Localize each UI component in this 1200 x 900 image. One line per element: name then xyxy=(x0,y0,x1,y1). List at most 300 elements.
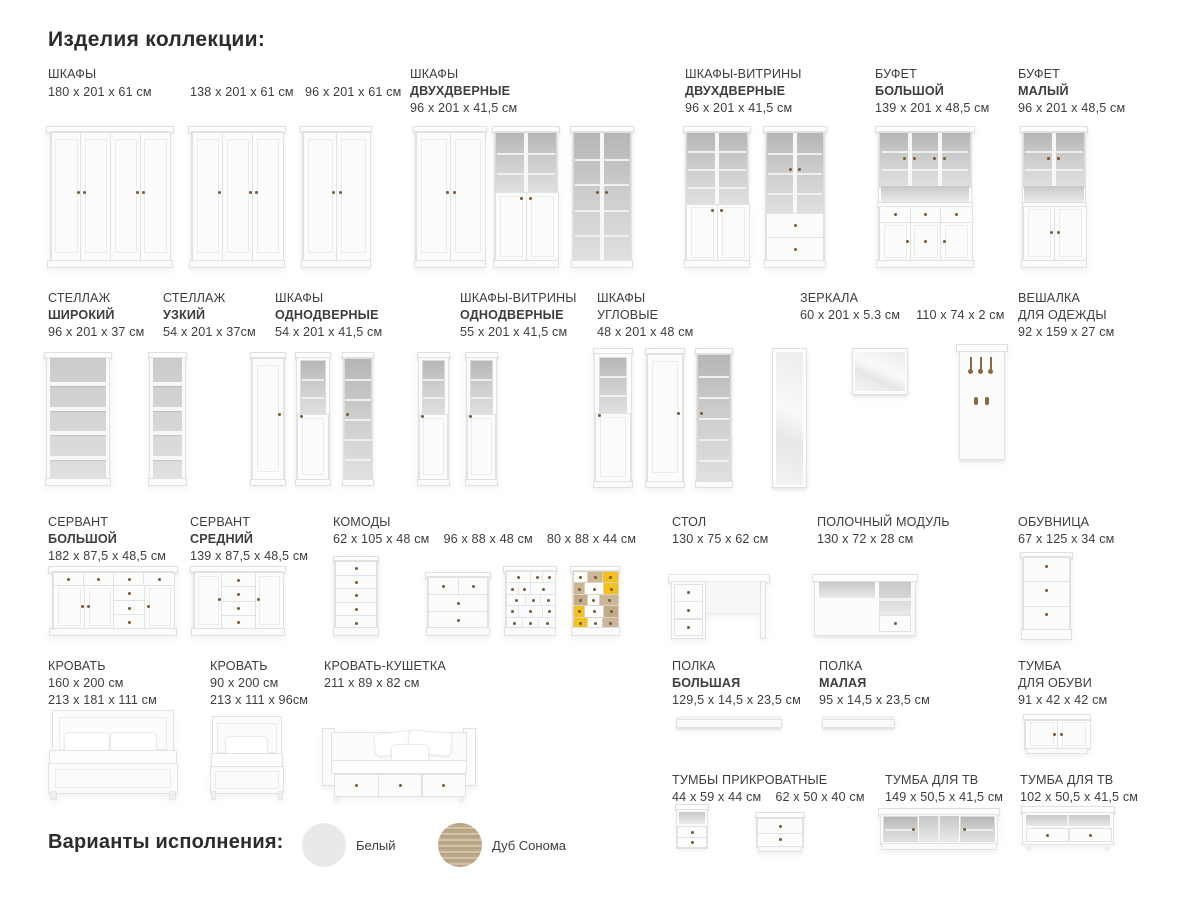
shelf-line xyxy=(423,379,443,381)
knob xyxy=(515,599,518,602)
knob xyxy=(529,622,532,625)
glass-door xyxy=(686,132,748,206)
dresser-multi-drawer-image xyxy=(503,566,557,636)
door-panel xyxy=(691,207,715,257)
body xyxy=(572,131,632,263)
knob xyxy=(520,197,523,200)
door-panel xyxy=(198,576,219,625)
group-dim: 96 x 201 x 41,5 см xyxy=(410,101,518,115)
knob xyxy=(142,191,145,194)
pedestal xyxy=(671,581,706,639)
wardrobe-138-image xyxy=(188,126,286,268)
mullion xyxy=(715,133,719,205)
shelf-line xyxy=(345,399,370,401)
group-name: СТОЛ xyxy=(672,515,707,529)
knob xyxy=(237,579,240,582)
label-tv-small xyxy=(1020,772,1138,806)
label-wardrobes-dim2: 138 x 201 x 61 см xyxy=(190,85,294,99)
label-vitrines-1door xyxy=(460,290,577,341)
knob xyxy=(457,619,460,622)
door xyxy=(910,222,943,261)
door-panel xyxy=(341,139,366,253)
knob xyxy=(529,610,532,613)
label-shelf-module xyxy=(817,514,950,548)
knob xyxy=(609,622,612,625)
knob xyxy=(592,599,595,602)
door-panel xyxy=(115,139,137,253)
door xyxy=(194,572,223,629)
door-panel xyxy=(945,225,968,258)
knob xyxy=(1045,589,1048,592)
knob xyxy=(542,588,545,591)
body xyxy=(685,131,749,263)
knob xyxy=(147,605,150,608)
body xyxy=(50,131,170,263)
drawer xyxy=(674,601,703,619)
shoe-cabinet-image xyxy=(1020,552,1073,640)
knob xyxy=(943,157,946,160)
knob xyxy=(593,588,596,591)
shelf-line xyxy=(345,459,370,461)
shelf-front xyxy=(676,719,782,728)
door xyxy=(303,132,338,262)
shelf-line xyxy=(345,419,370,421)
knob xyxy=(511,610,514,613)
body xyxy=(646,353,684,483)
door xyxy=(110,132,142,262)
desk-image xyxy=(668,574,770,640)
group-dim: 182 x 87,5 x 48,5 см xyxy=(48,549,167,563)
bed-single-image xyxy=(210,716,284,800)
knob xyxy=(687,626,690,629)
bed-double-image xyxy=(48,710,178,800)
group-dim: 96 x 201 x 37 см xyxy=(48,325,145,339)
label-buffet-small xyxy=(1018,66,1125,117)
plinth xyxy=(148,478,186,486)
knob xyxy=(472,585,475,588)
label-tv-big xyxy=(885,772,1003,806)
shelf xyxy=(47,456,109,460)
door-panel xyxy=(722,207,746,257)
side-panel xyxy=(106,358,109,480)
knob xyxy=(548,576,551,579)
body xyxy=(191,131,283,263)
group-dim: 92 x 159 x 27 см xyxy=(1018,325,1115,339)
two-door-wardrobe-image xyxy=(413,126,487,268)
shelf-line xyxy=(699,460,730,462)
coat-rack-image xyxy=(956,344,1008,460)
vitrine-one-door-image-2 xyxy=(465,352,498,486)
knob xyxy=(596,191,599,194)
opening xyxy=(819,582,875,598)
shelf xyxy=(47,431,109,435)
body xyxy=(427,576,489,630)
group-dim: 95 x 14,5 x 23,5 см xyxy=(819,693,930,707)
knob xyxy=(355,594,358,597)
shelf-line xyxy=(302,397,325,399)
knob xyxy=(1050,231,1053,234)
knob xyxy=(255,191,258,194)
mattress xyxy=(331,760,467,775)
group-name: СЕРВАНТ xyxy=(190,515,251,529)
shelf-front xyxy=(822,719,895,728)
plinth xyxy=(695,481,732,488)
tv-stand-big-image xyxy=(880,808,998,850)
door xyxy=(647,354,683,482)
group-dim: 149 x 50,5 x 41,5 см xyxy=(885,790,1004,804)
group-name: КОМОДЫ xyxy=(333,515,391,529)
knob xyxy=(608,599,611,602)
shelf-line xyxy=(962,829,993,831)
door-panel xyxy=(423,418,444,475)
knob xyxy=(578,610,581,613)
door xyxy=(1054,206,1087,261)
door xyxy=(450,132,486,262)
shelf xyxy=(879,598,911,601)
group-name: ВЕШАЛКА xyxy=(1018,291,1081,305)
door-panel xyxy=(455,139,481,253)
group-dim: 96 x 201 x 41,5 см xyxy=(685,101,793,115)
mullion xyxy=(908,133,912,187)
knob xyxy=(278,413,281,416)
leg xyxy=(169,791,176,800)
door-panel xyxy=(531,196,555,257)
label-vitrines-2door xyxy=(685,66,802,117)
group-name: КРОВАТЬ xyxy=(210,659,268,673)
one-door-wardrobe-image xyxy=(250,352,286,486)
knob xyxy=(1047,157,1050,160)
group-dim: 139 x 87,5 x 48,5 см xyxy=(190,549,309,563)
variants-title: Варианты исполнения: xyxy=(48,831,284,853)
glass-door xyxy=(1023,132,1085,188)
glass-door xyxy=(495,132,557,194)
rack-panel xyxy=(959,349,1006,460)
knob xyxy=(677,412,680,415)
group-name: СЕРВАНТ xyxy=(48,515,109,529)
dresser-5-drawer-image xyxy=(333,556,379,636)
door-panel xyxy=(257,139,280,253)
wardrobe-96-image xyxy=(300,126,372,268)
two-door-wardrobe-glass-image xyxy=(570,126,634,268)
mirror-wide-image xyxy=(852,348,908,395)
door xyxy=(252,132,284,262)
body xyxy=(696,353,732,483)
label-buffet-big xyxy=(875,66,989,117)
group-variant: ДЛЯ ОДЕЖДЫ xyxy=(1018,308,1107,322)
label-sideboard-big xyxy=(48,514,166,565)
plinth xyxy=(1021,629,1073,640)
knob xyxy=(579,576,582,579)
group-variant: ДВУХДВЕРНЫЕ xyxy=(410,84,511,98)
drawer xyxy=(378,774,422,797)
knob xyxy=(943,240,946,243)
rack-shelf xyxy=(956,344,1008,352)
label-shoe-stand xyxy=(1018,658,1107,709)
body xyxy=(494,131,558,263)
door-panel xyxy=(257,365,280,472)
label-shelf-small xyxy=(819,658,930,709)
knob xyxy=(128,592,131,595)
shelf-line xyxy=(423,397,443,399)
group-dim: 62 x 50 x 40 см xyxy=(775,790,865,804)
plinth xyxy=(191,628,285,636)
knob xyxy=(355,581,358,584)
door-panel xyxy=(652,361,678,473)
group-variant: ОДНОДВЕРНЫЕ xyxy=(275,308,379,322)
knob xyxy=(511,588,514,591)
corner-wardrobe-glass-image xyxy=(695,348,733,488)
group-name: ШКАФЫ xyxy=(410,67,459,81)
side-panel xyxy=(182,358,185,480)
door xyxy=(80,132,112,262)
knob xyxy=(529,197,532,200)
rack-wide-image xyxy=(44,352,112,486)
corner-wardrobe-glass-top-image xyxy=(593,348,633,488)
group-variant: БОЛЬШАЯ xyxy=(672,676,741,690)
knob xyxy=(578,588,581,591)
plinth xyxy=(758,846,802,852)
mirror-glass xyxy=(776,352,803,485)
door-panel xyxy=(89,588,111,625)
knob xyxy=(720,209,723,212)
footboard xyxy=(210,766,284,795)
group-name: ШКАФЫ xyxy=(597,291,646,305)
group-dim: 160 x 200 см xyxy=(48,676,124,690)
knob xyxy=(128,621,131,624)
knob xyxy=(963,828,966,831)
group-dim: 96 x 88 x 48 см xyxy=(443,532,533,546)
label-dressers xyxy=(333,514,636,548)
door-panel xyxy=(259,576,280,625)
back-panel xyxy=(704,581,763,615)
group-name: ШКАФЫ-ВИТРИНЫ xyxy=(460,291,577,305)
plinth xyxy=(426,627,491,636)
knob xyxy=(128,607,131,610)
door xyxy=(1057,720,1091,749)
drawer xyxy=(766,237,824,262)
plinth xyxy=(465,479,497,486)
group-dim: 91 x 42 x 42 см xyxy=(1018,693,1108,707)
tv-stand-small-image xyxy=(1022,806,1114,850)
body xyxy=(415,131,485,263)
body xyxy=(46,357,110,481)
door xyxy=(717,204,750,263)
door-panel xyxy=(55,139,77,253)
knob xyxy=(906,240,909,243)
body xyxy=(251,357,285,481)
knob xyxy=(453,191,456,194)
shelf-line xyxy=(699,439,730,441)
label-wardrobes-name: ШКАФЫ xyxy=(48,67,97,81)
knob xyxy=(579,622,582,625)
knob xyxy=(237,607,240,610)
knob xyxy=(779,825,782,828)
knob xyxy=(87,605,90,608)
hook xyxy=(974,397,978,405)
door xyxy=(1023,206,1056,261)
shelf-line xyxy=(471,379,491,381)
door xyxy=(940,222,973,261)
buffet-big-image xyxy=(875,126,975,268)
mirror-glass xyxy=(855,352,905,392)
page-title: Изделия коллекции: xyxy=(48,28,266,51)
drawer xyxy=(422,774,466,797)
shelf xyxy=(150,407,185,411)
shelf xyxy=(150,431,185,435)
mirror-tall-image xyxy=(772,348,807,488)
shelf-line xyxy=(699,376,730,378)
door-panel xyxy=(600,417,626,477)
body xyxy=(296,357,330,481)
body xyxy=(302,131,370,263)
body xyxy=(466,357,497,481)
body xyxy=(149,357,186,481)
plinth xyxy=(593,481,632,488)
group-variant: ДВУХДВЕРНЫЕ xyxy=(685,84,786,98)
footboard-panel xyxy=(55,769,170,788)
knob xyxy=(399,784,402,787)
body xyxy=(756,817,804,848)
body xyxy=(572,570,619,629)
door xyxy=(53,585,86,629)
knob xyxy=(609,576,612,579)
label-wardrobes-corner xyxy=(597,290,693,341)
group-name: КРОВАТЬ-КУШЕТКА xyxy=(324,659,446,673)
drawer xyxy=(334,774,378,797)
mullion xyxy=(938,133,942,187)
body xyxy=(343,357,373,481)
plinth xyxy=(1021,260,1088,268)
footboard xyxy=(48,763,178,794)
body xyxy=(1024,719,1090,750)
door xyxy=(416,132,452,262)
knob xyxy=(332,191,335,194)
door-panel xyxy=(149,588,171,625)
sideboard-medium-image xyxy=(190,566,286,636)
body xyxy=(814,574,916,636)
group-dim: 213 x 181 x 111 см xyxy=(48,693,157,707)
hook xyxy=(970,357,972,370)
group-name: ПОЛКА xyxy=(672,659,716,673)
door-panel xyxy=(1062,722,1086,746)
knob xyxy=(1089,834,1092,837)
knob xyxy=(894,622,897,625)
plinth xyxy=(295,479,330,486)
shelf-line xyxy=(699,418,730,420)
dresser-4-drawer-image xyxy=(425,572,491,636)
knob xyxy=(442,784,445,787)
knob xyxy=(257,598,260,601)
vitrine-two-door-drawers-image xyxy=(763,126,827,268)
shelf-line xyxy=(471,397,491,399)
door xyxy=(419,414,448,480)
knob xyxy=(547,599,550,602)
knob xyxy=(794,224,797,227)
group-dim: 213 x 111 x 96см xyxy=(210,693,309,707)
knob xyxy=(83,191,86,194)
plinth xyxy=(47,260,172,268)
knob xyxy=(355,608,358,611)
group-dim: 54 x 201 x 41,5 см xyxy=(275,325,383,339)
label-sideboard-mid xyxy=(190,514,308,565)
side-panel xyxy=(47,358,50,480)
leg xyxy=(50,791,57,800)
group-dim: 102 x 50,5 x 41,5 см xyxy=(1020,790,1139,804)
knob xyxy=(523,588,526,591)
knob xyxy=(355,622,358,625)
group-dim: 129,5 x 14,5 x 23,5 см xyxy=(672,693,801,707)
group-variant: ОДНОДВЕРНЫЕ xyxy=(460,308,564,322)
shelf-line xyxy=(882,151,968,153)
knob xyxy=(446,191,449,194)
plinth xyxy=(49,628,176,636)
group-dim: 44 x 59 x 44 см xyxy=(672,790,762,804)
body xyxy=(594,353,632,483)
label-wardrobes-dim1: 180 x 201 x 61 см xyxy=(48,85,152,99)
glass-door xyxy=(422,360,445,416)
plinth xyxy=(881,843,997,850)
drawer xyxy=(879,615,911,632)
knob xyxy=(1057,157,1060,160)
body xyxy=(765,131,825,263)
group-variant: БОЛЬШОЙ xyxy=(48,532,117,546)
shelf-line xyxy=(699,397,730,399)
niche xyxy=(679,812,704,824)
knob xyxy=(355,567,358,570)
knob xyxy=(691,841,694,844)
shelf-big-image xyxy=(676,712,782,730)
knob xyxy=(457,602,460,605)
door xyxy=(192,132,224,262)
mullion xyxy=(600,133,604,261)
plinth xyxy=(250,479,285,486)
glass-door xyxy=(300,360,326,416)
door-panel xyxy=(58,588,82,625)
group-name: СТЕЛЛАЖ xyxy=(163,291,226,305)
buffet-small-image xyxy=(1020,126,1088,268)
plinth xyxy=(333,627,378,636)
divider xyxy=(938,816,940,842)
shelf xyxy=(150,382,185,386)
shelf-small-image xyxy=(822,712,895,730)
door-panel xyxy=(1028,209,1052,257)
knob xyxy=(691,831,694,834)
drawer xyxy=(677,837,707,848)
group-variant: БОЛЬШОЙ xyxy=(875,84,944,98)
mullion xyxy=(1052,133,1056,187)
knob xyxy=(1060,733,1063,736)
knob xyxy=(700,412,703,415)
one-door-wardrobe-glass-image xyxy=(342,352,374,486)
plinth xyxy=(189,260,285,268)
door xyxy=(495,192,528,262)
door xyxy=(84,585,115,629)
group-dim: 60 x 201 x 5.3 см xyxy=(800,308,901,322)
plinth xyxy=(504,627,557,636)
body xyxy=(418,357,449,481)
drawer xyxy=(674,619,703,637)
group-dim: 55 x 201 x 41,5 см xyxy=(460,325,568,339)
plinth xyxy=(764,260,827,268)
group-dim: 80 x 88 x 44 см xyxy=(546,532,637,546)
group-name: СТЕЛЛАЖ xyxy=(48,291,111,305)
group-name: ШКАФЫ-ВИТРИНЫ xyxy=(685,67,802,81)
group-name: ЗЕРКАЛА xyxy=(800,291,859,305)
knob xyxy=(579,599,582,602)
knob xyxy=(158,578,161,581)
label-shoe-cabinet xyxy=(1018,514,1114,548)
knob xyxy=(532,599,535,602)
